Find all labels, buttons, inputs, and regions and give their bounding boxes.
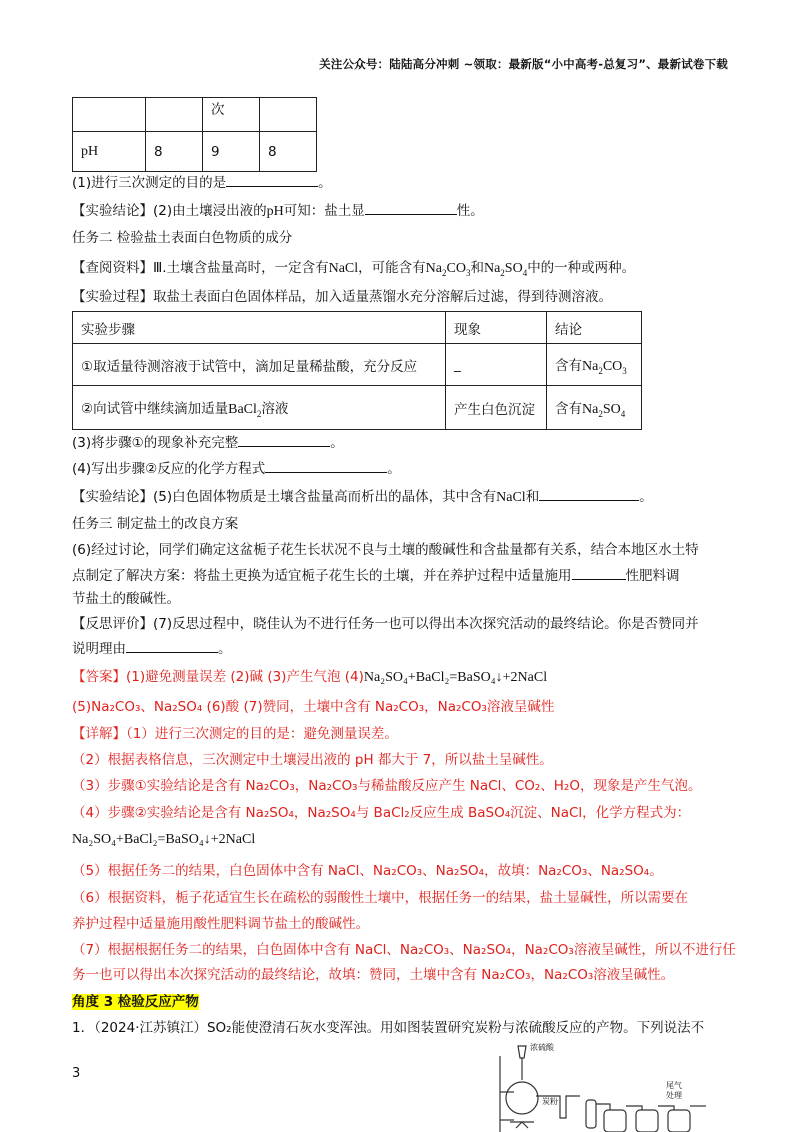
detail-2: （2）根据表格信息，三次测定中土壤浸出液的 pH 都大于 7，所以盐土呈碱性。 [72,752,553,768]
apparatus-figure [490,1036,730,1132]
detail-6-line-1: （6）根据资料，栀子花适宜生长在疏松的弱酸性土壤中，根据任务一的结果，盐土显碱性，所以需要在 [72,890,689,906]
answer-blank[interactable] [265,458,387,473]
question-6-line-1: (6)经过讨论，同学们确定这盆栀子花生长状况不良与土壤的酸碱性和含盐量都有关系，结合本地区水土特 [72,542,699,558]
label-acid: 浓硫酸 [530,1043,554,1052]
detail-7-line-1: （7）根据根据任务二的结果，白色固体中含有 NaCl、Na₂CO₃、Na₂SO₄，Na₂CO₃溶液呈碱性，所以不进行任 [72,942,736,958]
task2-title: 任务二 检验盐土表面白色物质的成分 [72,230,293,246]
u-tube [586,1100,596,1128]
detail-4-equation: Na₂SO₄+BaCl₂=BaSO₄↓+2NaCl [72,832,256,847]
question-7-line-2: 说明理由 。 [72,638,232,659]
wash-bottle [636,1110,658,1132]
detail-3: （3）步骤①实验结论是含有 Na₂CO₃，Na₂CO₃与稀盐酸反应产生 NaCl、CO₂、H₂O，现象是产生气泡。 [72,778,702,794]
process-text: 【实验过程】取盐土表面白色固体样品，加入适量蒸馏水充分溶解后过滤，得到待测溶液。 [72,289,612,305]
page-number: 3 [72,1066,81,1081]
label-tail: 尾气 [666,1081,682,1090]
answer-blank[interactable] [238,432,330,447]
table-row [73,344,642,386]
page-header: 关注公众号：陆陆高分冲刺 ~领取：最新版“小中高考-总复习”、最新试卷下载 [319,57,728,71]
task3-title: 任务三 制定盐土的改良方案 [72,516,239,532]
experiment-table [72,311,642,430]
conclusion-2: 【实验结论】(2)由土壤浸出液的pH可知：盐土显 性。 [72,200,484,222]
detail-7-line-2: 务一也可以得出本次探究活动的最终结论，故填：赞同，土壤中含有 Na₂CO₃，Na₂CO₃溶液呈碱性。 [72,967,675,983]
ph-label: pH [81,144,99,159]
answer-blank[interactable] [126,638,218,653]
answer-line-2: (5)Na₂CO₃、Na₂SO₄ (6)酸 (7)赞同，土壤中含有 Na₂CO₃，Na₂CO₃溶液呈碱性 [72,699,555,715]
detail-4: （4）步骤②实验结论是含有 Na₂SO₄，Na₂SO₄与 BaCl₂反应生成 BaSO₄沉淀、NaCl，化学方程式为： [72,805,691,821]
question-3: (3)将步骤①的现象补充完整 。 [72,432,344,453]
table-cell: 含有$Na_2SO_4$ [547,386,642,430]
label-carbon: 炭粉 [542,1097,558,1106]
table-cell: 8 [260,132,317,172]
table-cell: 含有$Na_2CO_3$ [547,344,642,386]
table-cell: 8 [146,132,203,172]
table-header: 结论 [547,312,642,344]
table-row [73,312,642,344]
table-row [73,98,317,132]
question-4: (4)写出步骤②反应的化学方程式 。 [72,458,401,479]
answer-blank[interactable] [572,565,626,580]
answer-line-1: 【答案】(1)避免测量误差 (2)碱 (3)产生气泡 (4)Na₂SO₄+BaCl₂=BaSO₄↓+2NaCl [72,669,548,685]
table-cell: ①取适量待测溶液于试管中，滴加足量稀盐酸，充分反应 [73,344,446,386]
wash-bottle [668,1110,690,1132]
answer-blank[interactable] [226,172,318,187]
table-cell: 产生白色沉淀 [446,386,547,430]
question-6-line-2: 点制定了解决方案：将盐土更换为适宜栀子花生长的土壤，并在养护过程中适量施用 性肥料调 [72,565,680,586]
detail-5: （5）根据任务二的结果，白色固体中含有 NaCl、Na₂CO₃、Na₂SO₄，故填：Na₂CO₃、Na₂SO₄。 [72,863,663,879]
detail-1: 【详解】（1）进行三次测定的目的是：避免测量误差。 [72,726,398,742]
table-header: 实验步骤 [73,312,446,344]
answer-blank[interactable] [539,486,639,501]
detail-6-line-2: 养护过程中适量施用酸性肥料调节盐土的酸碱性。 [72,916,369,932]
table-cell [73,98,146,132]
table-cell: 次 [203,98,260,132]
wash-bottle [604,1110,626,1132]
table-row [73,132,317,172]
table-cell: ②向试管中继续滴加适量BaCl$_2$溶液 [73,386,446,430]
section-heading: 角度 3 检验反应产物 [72,994,199,1010]
table-cell [146,98,203,132]
question-5: 【实验结论】(5)白色固体物质是土壤含盐量高而析出的晶体，其中含有NaCl和 。 [72,486,653,508]
next-question: 1．（2024·江苏镇江）SO₂能使澄清石灰水变浑浊。用如图装置研究炭粉与浓硫酸反应的产物。下列说法不 [72,1020,705,1036]
lookup-info: 【查阅资料】Ⅲ.土壤含盐量高时，一定含有NaCl，可能含有$Na_2CO_3$和$Na_2SO_4$中的一种或两种。 [72,260,636,278]
table-cell [73,132,146,172]
table-header: 现象 [446,312,547,344]
dropping-funnel [518,1046,526,1058]
table-cell: 9 [203,132,260,172]
table-row [73,386,642,430]
flask [506,1082,538,1114]
ph-table [72,97,317,172]
table-cell [260,98,317,132]
question-7-line-1: 【反思评价】(7)反思过程中，晓佳认为不进行任务一也可以得出本次探究活动的最终结论。你是否赞同并 [72,616,699,632]
label-treatment: 处理 [666,1091,682,1100]
question-1: (1)进行三次测定的目的是 。 [72,172,332,193]
answer-equation: Na₂SO₄+BaCl₂=BaSO₄↓+2NaCl [363,670,548,685]
question-6-line-3: 节盐土的酸碱性。 [72,591,180,607]
table-cell: _ [446,344,547,386]
answer-blank[interactable] [365,200,457,215]
